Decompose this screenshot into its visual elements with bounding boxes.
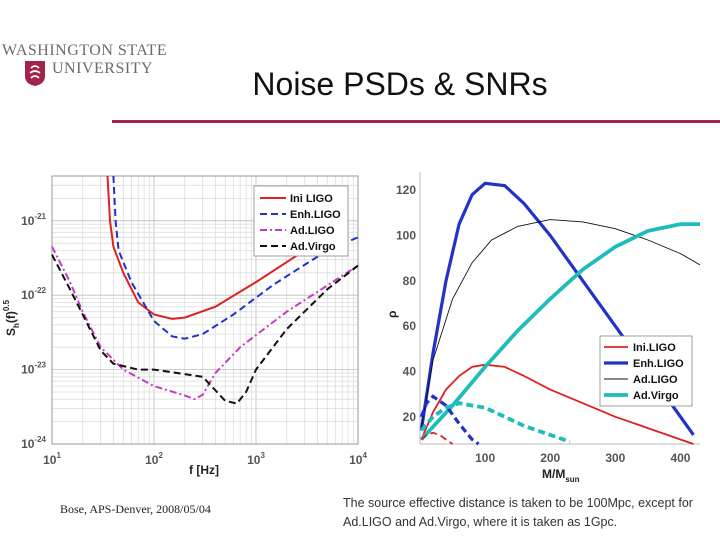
psd-chart: [2, 176, 367, 477]
snr-y-tick-label: 60: [402, 319, 416, 334]
snr-y-tick-label: 20: [402, 409, 416, 424]
psd-y-tick-label: $10^{-21}$: [21, 211, 46, 228]
snr-y-tick-label: 40: [402, 364, 416, 379]
psd-x-axis-title: f [Hz]: [189, 463, 219, 477]
psd-y-tick-label: $10^{-24}$: [21, 435, 46, 451]
logo-line-washington-state: WASHINGTON STATE: [2, 42, 168, 59]
snr-legend-label: Ad.LIGO: [633, 374, 678, 386]
title-divider: [112, 120, 720, 123]
snr-chart: [385, 172, 700, 484]
psd-y-tick-label: $10^{-23}$: [21, 360, 46, 377]
slide-title: Noise PSDs & SNRs: [252, 66, 548, 102]
psd-x-tick-label: $10^2$: [145, 451, 163, 467]
psd-x-tick-label: $10^4$: [349, 451, 367, 467]
snr-legend-label: Ad.Virgo: [633, 390, 679, 402]
psd-legend-label: Ini LIGO: [290, 193, 333, 205]
psd-y-tick-label: $10^{-22}$: [21, 286, 46, 303]
snr-y-tick-label: 100: [395, 228, 416, 243]
snr-x-axis-title: $M/M_{sun}$: [542, 467, 580, 484]
snr-y-tick-label: 80: [402, 273, 416, 288]
footnote: The source effective distance is taken to be 100Mpc, except for Ad.LIGO and Ad.Virgo, where it is taken as 1Gpc.: [343, 496, 693, 529]
snr-y-axis-title: ρ: [385, 310, 399, 318]
snr-legend-label: Ini.LIGO: [633, 342, 676, 354]
psd-legend-label: Ad.Virgo: [290, 241, 336, 253]
snr-legend-label: Enh.LIGO: [633, 358, 684, 370]
psd-legend-label: Enh.LIGO: [290, 209, 341, 221]
logo-line-university: UNIVERSITY: [52, 60, 153, 77]
snr-x-tick-label: 100: [475, 451, 496, 465]
psd-x-tick-label: $10^1$: [43, 451, 61, 467]
snr-y-tick-label: 120: [395, 183, 416, 198]
psd-x-tick-label: $10^3$: [247, 451, 265, 467]
psd-legend-label: Ad.LIGO: [290, 225, 335, 237]
snr-x-tick-label: 200: [540, 451, 561, 465]
university-logo: [0, 20, 168, 77]
snr-x-tick-label: 400: [670, 451, 691, 465]
citation: Bose, APS-Denver, 2008/05/04: [60, 502, 211, 516]
charts-area: [0, 168, 720, 488]
snr-x-tick-label: 300: [605, 451, 626, 465]
psd-y-axis-title: $S_h(f)^{0.5}$: [2, 299, 21, 336]
